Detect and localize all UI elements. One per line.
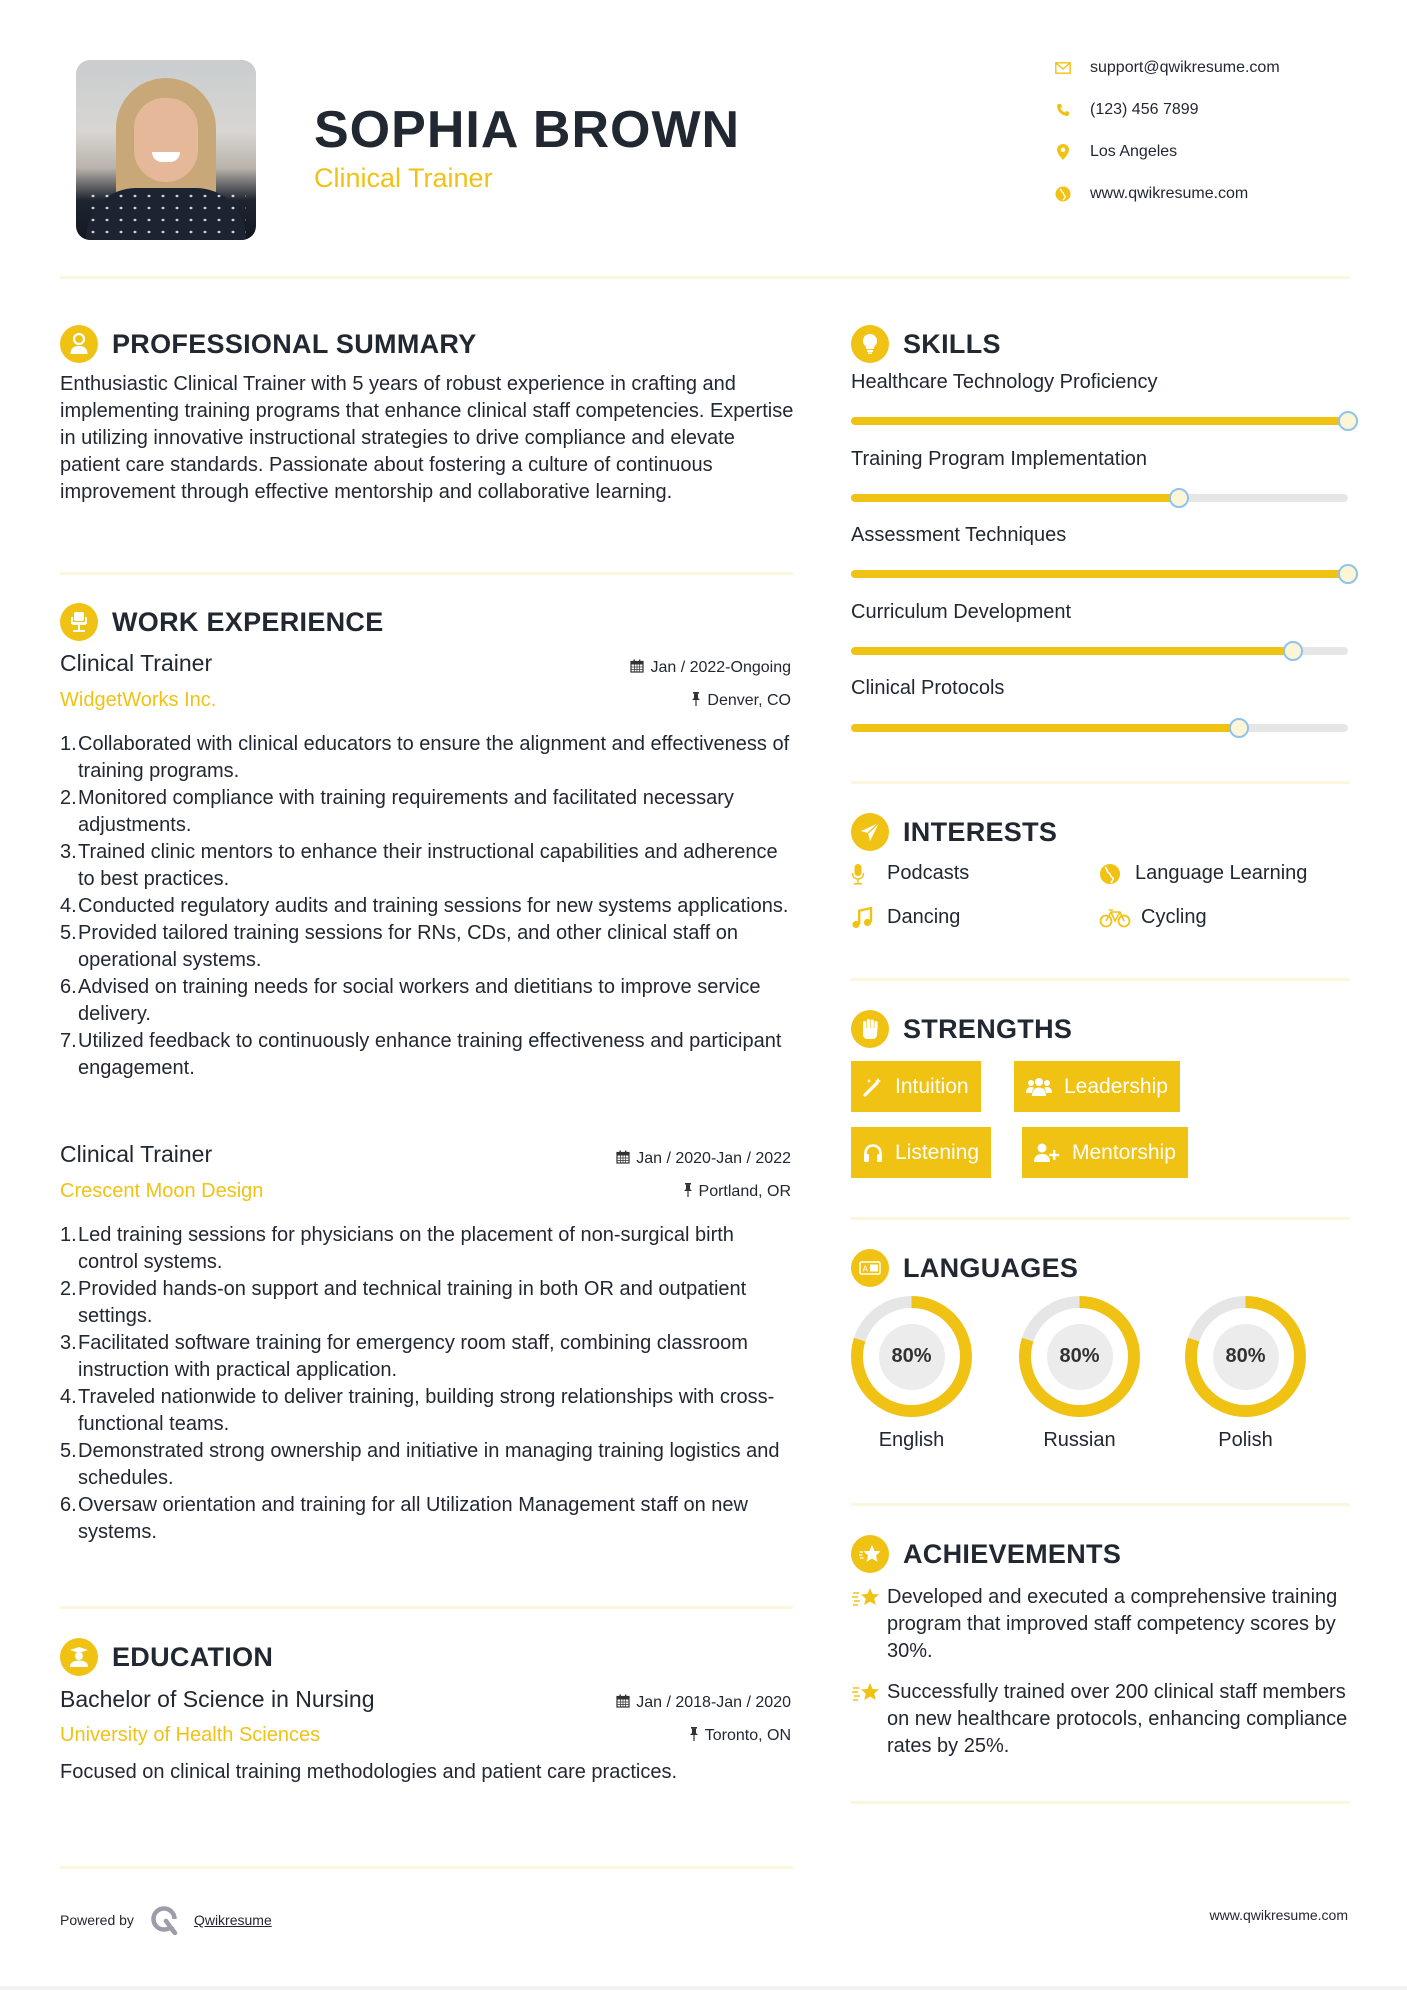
headphones-icon	[863, 1143, 883, 1163]
footer-website[interactable]: www.qwikresume.com	[1209, 1907, 1348, 1923]
microphone-icon	[851, 863, 877, 885]
interest-item: Language Learning	[1099, 862, 1307, 885]
company-name: WidgetWorks Inc.	[60, 689, 217, 711]
job-responsibilities	[60, 1222, 795, 1546]
list-item: Advised on training needs for social workers and dietitians to improve service delivery.	[78, 976, 761, 1025]
languages-heading: LANGUAGES	[903, 1252, 1079, 1283]
strengths-heading: STRENGTHS	[903, 1013, 1073, 1044]
envelope-icon	[1052, 59, 1074, 77]
skill-label: Curriculum Development	[851, 601, 1072, 623]
strength-chip: Mentorship	[1022, 1127, 1188, 1178]
pushpin-icon	[691, 692, 701, 710]
slider-handle[interactable]	[1169, 488, 1189, 508]
section-divider	[60, 572, 793, 575]
interests-heading: INTERESTS	[903, 816, 1058, 847]
globe-icon	[1099, 863, 1125, 885]
list-item: Provided hands-on support and technical training in both OR and outpatient settings.	[78, 1278, 747, 1327]
skills-heading: SKILLS	[903, 328, 1001, 359]
education-dates: Jan / 2018-Jan / 2020	[616, 1694, 791, 1712]
language-label: English	[878, 1429, 945, 1451]
school-name: University of Health Sciences	[60, 1724, 321, 1746]
pushpin-icon	[683, 1183, 693, 1201]
list-item: Oversaw orientation and training for all Utilization Management staff on new systems.	[78, 1494, 748, 1543]
qwikresume-logo-icon	[150, 1905, 180, 1935]
users-icon	[1026, 1077, 1052, 1097]
calendar-icon	[630, 659, 644, 677]
user-plus-icon	[1034, 1143, 1060, 1163]
list-item: Led training sessions for physicians on the placement of non-surgical birth control systems.	[78, 1224, 734, 1273]
job-title: Clinical Trainer	[60, 650, 213, 676]
slider-handle[interactable]	[1283, 641, 1303, 661]
skill-slider[interactable]	[851, 570, 1348, 578]
job-dates: Jan / 2022-Ongoing	[630, 659, 791, 677]
pushpin-icon	[689, 1727, 699, 1745]
experience-section-heading	[60, 603, 384, 641]
company-name: Crescent Moon Design	[60, 1180, 264, 1202]
languages-section-heading	[851, 1249, 1078, 1287]
skill-label: Healthcare Technology Proficiency	[851, 371, 1158, 393]
language-item	[851, 1296, 972, 1452]
strength-chip: Leadership	[1014, 1061, 1180, 1112]
slider-handle[interactable]	[1229, 718, 1249, 738]
section-divider	[60, 1606, 793, 1609]
achievements-section-heading	[851, 1535, 1121, 1573]
job-title: Clinical Trainer	[60, 1141, 213, 1167]
section-divider	[851, 1503, 1350, 1506]
skill-label: Training Program Implementation	[851, 448, 1148, 470]
education-heading: EDUCATION	[112, 1641, 274, 1672]
list-item: Monitored compliance with training requirements and facilitated necessary adjustments.	[78, 787, 734, 836]
bicycle-icon	[1099, 908, 1131, 928]
profile-photo	[76, 60, 256, 240]
education-location: Toronto, ON	[689, 1727, 791, 1745]
user-icon	[60, 325, 98, 363]
education-description: Focused on clinical training methodologies and patient care practices.	[60, 1761, 678, 1783]
degree-title: Bachelor of Science in Nursing	[60, 1686, 375, 1712]
skill-slider[interactable]	[851, 494, 1348, 502]
strength-chip: Intuition	[851, 1061, 981, 1112]
section-divider	[851, 1217, 1350, 1220]
email-text: support@qwikresume.com	[1090, 59, 1280, 76]
section-divider	[851, 1801, 1350, 1804]
shooting-star-icon	[851, 1679, 887, 1760]
interest-item: Cycling	[1099, 906, 1207, 929]
skill-label: Assessment Techniques	[851, 524, 1067, 546]
location-text: Los Angeles	[1090, 143, 1178, 160]
contact-email[interactable]	[1052, 59, 1280, 77]
strength-chip: Listening	[851, 1127, 991, 1178]
section-divider	[851, 978, 1350, 981]
translate-icon	[851, 1249, 889, 1287]
music-note-icon	[851, 907, 877, 929]
skill-slider[interactable]	[851, 417, 1348, 425]
globe-icon	[1052, 185, 1074, 203]
achievements-heading: ACHIEVEMENTS	[903, 1538, 1122, 1569]
contact-location	[1052, 143, 1177, 161]
raised-fist-icon	[851, 1010, 889, 1048]
phone-icon	[1052, 101, 1074, 119]
qwikresume-link[interactable]: Qwikresume	[193, 1912, 272, 1928]
job-location: Denver, CO	[691, 692, 791, 710]
list-item: Facilitated software training for emergency room staff, combining classroom instruction with practical application.	[78, 1332, 748, 1381]
candidate-title: Clinical Trainer	[314, 163, 493, 193]
language-progress-ring: 80%	[1019, 1296, 1140, 1417]
skill-slider[interactable]	[851, 724, 1348, 732]
list-item: Utilized feedback to continuously enhance training effectiveness and participant engagement.	[78, 1030, 782, 1079]
summary-heading: PROFESSIONAL SUMMARY	[112, 328, 477, 359]
svg-text:A: A	[862, 1264, 868, 1274]
achievement-item: Developed and executed a comprehensive training program that improved staff competency scores by 30%.	[851, 1584, 1350, 1665]
language-label: Polish	[1218, 1429, 1273, 1451]
contact-website[interactable]	[1052, 185, 1248, 203]
language-item	[1019, 1296, 1140, 1452]
shooting-star-icon	[851, 1584, 887, 1665]
contact-phone[interactable]	[1052, 101, 1199, 119]
language-progress-ring: 80%	[851, 1296, 972, 1417]
interest-item: Dancing	[851, 906, 960, 929]
summary-text: Enthusiastic Clinical Trainer with 5 years of robust experience in crafting and implementing training programs that enhance clinical staff competencies. Expertise in utilizing innovative instructional strategies to drive compliance and elevate patient care standards. Passionate about fostering a culture of continuous improvement through effective mentorship and collaborative learning.	[60, 373, 794, 503]
phone-text: (123) 456 7899	[1090, 101, 1199, 118]
list-item: Provided tailored training sessions for RNs, CDs, and other clinical staff on operational systems.	[78, 922, 738, 971]
page-bottom-edge	[0, 1986, 1407, 1990]
slider-handle[interactable]	[1338, 411, 1358, 431]
list-item: Traveled nationwide to deliver training, building strong relationships with cross-functional teams.	[78, 1386, 775, 1435]
job-responsibilities	[60, 731, 795, 1082]
paper-plane-icon	[851, 813, 889, 851]
office-chair-icon	[60, 603, 98, 641]
language-label: Russian	[1043, 1429, 1116, 1451]
footer-divider	[60, 1866, 793, 1869]
interest-item: Podcasts	[851, 862, 969, 885]
experience-heading: WORK EXPERIENCE	[112, 606, 384, 637]
skill-slider[interactable]	[851, 647, 1348, 655]
website-text: www.qwikresume.com	[1090, 185, 1249, 202]
magic-wand-icon	[863, 1077, 883, 1097]
powered-by-label: Powered by	[60, 1912, 134, 1928]
powered-by	[60, 1905, 272, 1935]
job-dates: Jan / 2020-Jan / 2022	[616, 1150, 791, 1168]
list-item: Demonstrated strong ownership and initiative in managing training logistics and schedules.	[78, 1440, 780, 1489]
list-item: Trained clinic mentors to enhance their instructional capabilities and adherence to best practices.	[78, 841, 778, 890]
list-item: Collaborated with clinical educators to ensure the alignment and effectiveness of training programs.	[78, 733, 790, 782]
skills-section-heading	[851, 325, 1001, 363]
map-pin-icon	[1052, 143, 1074, 161]
language-item	[1185, 1296, 1306, 1452]
skill-label: Clinical Protocols	[851, 677, 1005, 699]
lightbulb-icon	[851, 325, 889, 363]
job-location: Portland, OR	[683, 1183, 791, 1201]
slider-handle[interactable]	[1338, 564, 1358, 584]
candidate-name: SOPHIA BROWN	[314, 101, 741, 159]
education-section-heading	[60, 1638, 273, 1676]
calendar-icon	[616, 1150, 630, 1168]
language-progress-ring: 80%	[1185, 1296, 1306, 1417]
list-item: Conducted regulatory audits and training sessions for new systems applications.	[78, 895, 789, 917]
header-divider	[60, 276, 1350, 279]
calendar-icon	[616, 1694, 630, 1712]
interests-section-heading	[851, 813, 1057, 851]
summary-section-heading	[60, 325, 477, 363]
star-badge-icon	[851, 1535, 889, 1573]
graduate-icon	[60, 1638, 98, 1676]
achievement-item: Successfully trained over 200 clinical staff members on new healthcare protocols, enhancing compliance rates by 25%.	[851, 1679, 1350, 1760]
strengths-section-heading	[851, 1010, 1072, 1048]
section-divider	[851, 781, 1350, 784]
